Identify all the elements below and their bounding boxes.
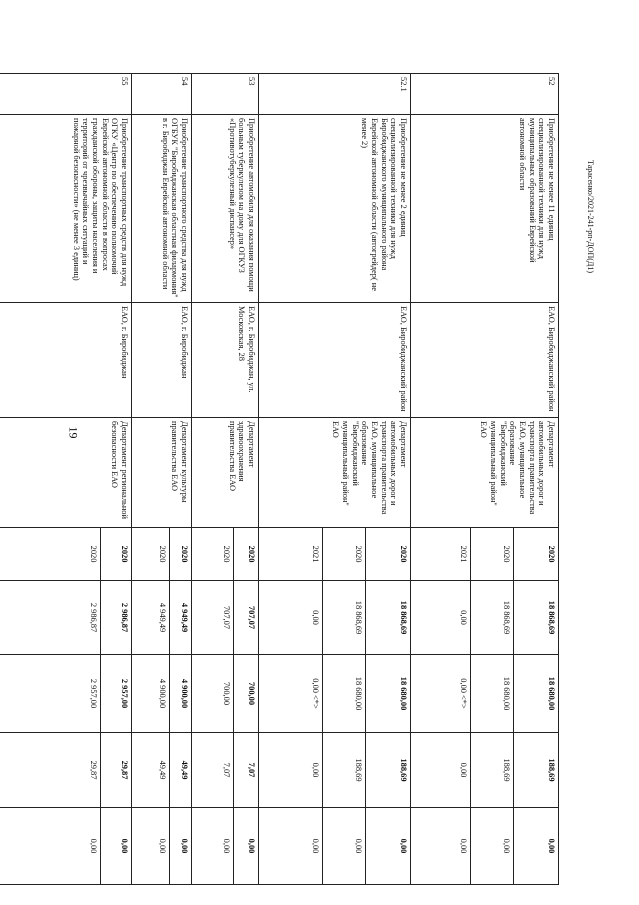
row-number-cell: 52.1: [259, 74, 411, 115]
other-sources-cell: 0,00: [411, 808, 471, 885]
regional-budget-cell: 18 680,00: [323, 655, 366, 733]
program-table: [0, 73, 559, 885]
other-sources-cell: 0,00: [0, 808, 101, 885]
federal-budget-cell: 188,69: [514, 733, 559, 808]
total-cell: 18 868,69: [366, 581, 411, 655]
total-cell: 2 986,87: [101, 581, 132, 655]
activity-name-cell: Приобретение не менее 2 единиц специализированной техники для нужд Биробиджанского муниципального района Еврейской автономной области (автогрейдер( не менее 2): [259, 115, 411, 303]
year-cell: 2020: [192, 528, 234, 581]
row-number-cell: 55: [0, 74, 132, 115]
year-cell: 2020: [234, 528, 259, 581]
activity-name-cell: Приобретение транспортного средства для нужд ОГБУК "Биробиджанская областная филармония" в г. Биробиджан Еврейской автономной области: [132, 115, 192, 303]
total-cell: 707,07: [234, 581, 259, 655]
other-sources-cell: 0,00: [132, 808, 170, 885]
regional-budget-cell: 700,00: [192, 655, 234, 733]
total-cell: 0,00: [411, 581, 471, 655]
other-sources-cell: 0,00: [323, 808, 366, 885]
year-cell: 2020: [0, 528, 101, 581]
total-cell: 18 868,69: [514, 581, 559, 655]
federal-budget-cell: 188,69: [471, 733, 514, 808]
total-cell: 4 949,49: [170, 581, 192, 655]
year-cell: 2021: [411, 528, 471, 581]
regional-budget-cell: 2 957,00: [101, 655, 132, 733]
location-cell: ЕАО, г. Биробиджан, ул. Московская, 28: [192, 303, 259, 418]
total-cell: 18 868,69: [323, 581, 366, 655]
federal-budget-cell: 29,87: [0, 733, 101, 808]
regional-budget-cell: 18 680,00: [514, 655, 559, 733]
federal-budget-cell: 188,69: [323, 733, 366, 808]
location-cell: ЕАО, Биробиджанский район: [411, 303, 559, 418]
table-body: [0, 74, 559, 885]
regional-budget-cell: 18 680,00: [366, 655, 411, 733]
regional-budget-cell: 0,00 <*>: [411, 655, 471, 733]
year-cell: 2021: [259, 528, 323, 581]
federal-budget-cell: 49,49: [170, 733, 192, 808]
location-cell: ЕАО, г. Биробиджан: [0, 303, 132, 418]
other-sources-cell: 0,00: [170, 808, 192, 885]
row-number-cell: 54: [132, 74, 192, 115]
table-row: [101, 74, 132, 885]
year-cell: 2020: [132, 528, 170, 581]
year-cell: 2020: [101, 528, 132, 581]
regional-budget-cell: 18 680,00: [471, 655, 514, 733]
year-cell: 2020: [323, 528, 366, 581]
other-sources-cell: 0,00: [234, 808, 259, 885]
regional-budget-cell: 0,00 <*>: [259, 655, 323, 733]
federal-budget-cell: 0,00: [411, 733, 471, 808]
activity-name-cell: Приобретение автомобиля для оказания помощи больным туберкулезом на дому для ОГКУЗ «Противотуберкулезный диспансер»: [192, 115, 259, 303]
other-sources-cell: 0,00: [366, 808, 411, 885]
regional-budget-cell: 4 900,00: [132, 655, 170, 733]
year-cell: 2020: [514, 528, 559, 581]
federal-budget-cell: 188,69: [366, 733, 411, 808]
agency-cell: Департамент культуры правительства ЕАО: [132, 418, 192, 528]
table-row: [366, 74, 411, 885]
location-cell: ЕАО, г. Биробиджан: [132, 303, 192, 418]
federal-budget-cell: 49,49: [132, 733, 170, 808]
regional-budget-cell: 2 957,00: [0, 655, 101, 733]
agency-cell: Департамент региональной безопасности ЕАО: [0, 418, 132, 528]
regional-budget-cell: 4 900,00: [170, 655, 192, 733]
agency-cell: Департамент автомобильных дорог и транспорта правительства ЕАО, муниципальное образование "Биробиджанский муниципальный район" ЕАО: [259, 418, 411, 528]
table-row: [170, 74, 192, 885]
table-row: [234, 74, 259, 885]
other-sources-cell: 0,00: [471, 808, 514, 885]
other-sources-cell: 0,00: [192, 808, 234, 885]
agency-cell: Департамент здравоохранения правительства ЕАО: [192, 418, 259, 528]
page-number: 19: [66, 426, 81, 439]
agency-cell: Департамент автомобильных дорог и транспорта правительства ЕАО, муниципальное образование "Биробиджанский муниципальный район" ЕАО: [411, 418, 559, 528]
table-row: [514, 74, 559, 885]
total-cell: 0,00: [259, 581, 323, 655]
federal-budget-cell: 0,00: [259, 733, 323, 808]
other-sources-cell: 0,00: [101, 808, 132, 885]
total-cell: 4 949,49: [132, 581, 170, 655]
location-cell: ЕАО, Биробиджанский район: [259, 303, 411, 418]
activity-name-cell: Приобретение не менее 11 единиц специализированной техники для нужд муниципальных образований Еврейской автономной области: [411, 115, 559, 303]
year-cell: 2020: [170, 528, 192, 581]
year-cell: 2020: [471, 528, 514, 581]
row-number-cell: 53: [192, 74, 259, 115]
total-cell: 707,07: [192, 581, 234, 655]
total-cell: 18 868,69: [471, 581, 514, 655]
total-cell: 2 986,87: [0, 581, 101, 655]
federal-budget-cell: 7,07: [234, 733, 259, 808]
federal-budget-cell: 7,07: [192, 733, 234, 808]
other-sources-cell: 0,00: [259, 808, 323, 885]
activity-name-cell: Приобретение транспортных средств для нужд ОГКУ «Центр по обеспечению полномочий Еврейской автономной области в вопросах гражданской обороны, защиты населения и территорий от чрезвычайных ситуаций и пожарной безопасности» (не менее 3 единиц): [0, 115, 132, 303]
federal-budget-cell: 29,87: [101, 733, 132, 808]
row-number-cell: 52: [411, 74, 559, 115]
other-sources-cell: 0,00: [514, 808, 559, 885]
year-cell: 2020: [366, 528, 411, 581]
regional-budget-cell: 700,00: [234, 655, 259, 733]
